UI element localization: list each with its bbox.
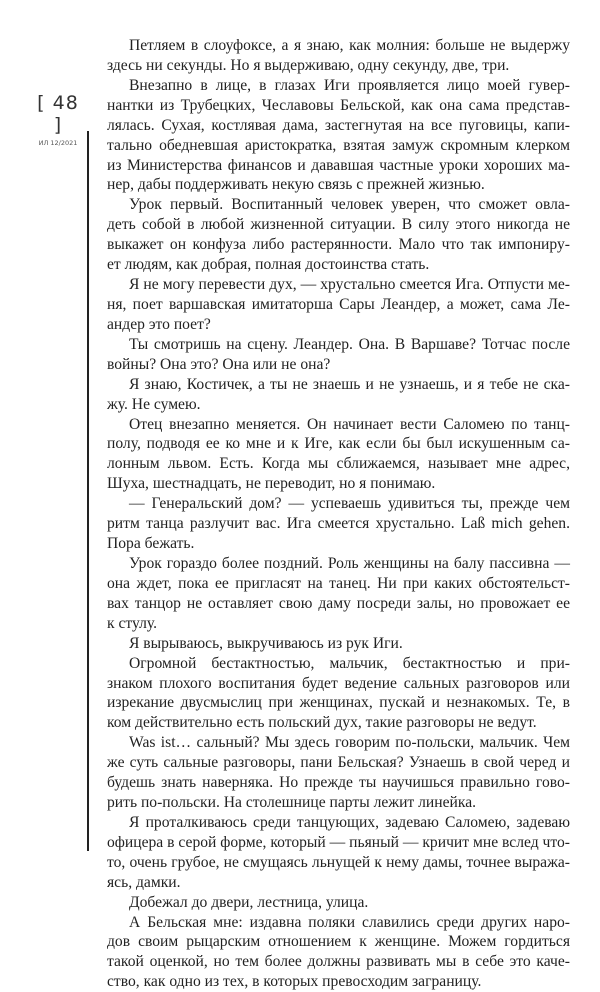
paragraph bbox=[107, 654, 570, 734]
paragraph bbox=[107, 415, 570, 495]
paragraph bbox=[107, 554, 570, 634]
text-line: Отец внезапно меняется. Он начинает вести Саломею по танц- bbox=[129, 415, 570, 433]
text-line: Я проталкиваюсь среди танцующих, задеваю Саломею, задеваю bbox=[129, 813, 570, 831]
text-line: Я знаю, Костичек, а ты не знаешь и не узнаешь, и я тебе не ска- bbox=[129, 375, 570, 393]
text-line: Урок гораздо более поздний. Роль женщины на балу пассивна — bbox=[129, 554, 570, 572]
text-line: же суть сальные разговоры, пани Бельская? Узнаешь в свой черед и bbox=[107, 754, 570, 772]
paragraph bbox=[107, 375, 570, 415]
text-line: то, очень грубое, не смущаясь льнущей к нему дамы, точнее выража- bbox=[107, 853, 570, 871]
text-line: изрекание двусмыслиц при женщинах, пускай и незнакомых. Те, в bbox=[107, 694, 570, 712]
text-line: Огромной бестактностью, мальчик, бестактностью и при- bbox=[129, 654, 570, 672]
paragraph bbox=[107, 36, 570, 76]
body-text bbox=[107, 36, 570, 992]
page-number: [ 48 ] bbox=[37, 92, 79, 136]
paragraph bbox=[107, 76, 570, 196]
text-line: нантки из Трубецких, Чеславовы Бельской, как она сама представ- bbox=[107, 96, 570, 114]
text-line: здесь ни секунды. Но я выдерживаю, одну секунду, две, три. bbox=[107, 56, 510, 74]
text-line: Пора бежать. bbox=[107, 535, 195, 553]
paragraph bbox=[107, 494, 570, 554]
text-line: жу. Не сумею. bbox=[107, 395, 201, 413]
text-line: к стулу. bbox=[107, 614, 158, 632]
text-line: войны? Она это? Она или не она? bbox=[107, 355, 331, 373]
paragraph bbox=[107, 195, 570, 275]
text-line: тально обедневшая аристократка, взятая замуж скромным клерком bbox=[107, 136, 570, 154]
text-line: Я не могу перевести дух, — хрустально смеется Ига. Отпусти ме- bbox=[129, 276, 570, 294]
paragraph bbox=[107, 913, 570, 992]
text-line: ня, поет варшавская имитаторша Сары Леандер, а может, сама Ле- bbox=[107, 295, 570, 313]
text-line: ет людям, как добрая, полная достоинства стать. bbox=[107, 256, 430, 274]
text-line: офицера в серой форме, который — пьяный — кричит мне вслед что- bbox=[107, 833, 570, 851]
text-line: дов своим рыцарским отношением к женщине. Можем гордиться bbox=[107, 933, 570, 951]
text-line: ство, как одно из тех, в которых превосходим заграницу. bbox=[107, 973, 482, 991]
paragraph bbox=[107, 733, 570, 813]
text-line: вах танцор не оставляет свою даму посреди залы, но провожает ее bbox=[107, 594, 570, 612]
text-line: знаком плохого воспитания будет ведение сальных разговоров или bbox=[107, 674, 570, 692]
text-line: полу, подводя ее ко мне и к Иге, как если бы был искушенным са- bbox=[107, 435, 570, 453]
text-line: — Генеральский дом? — успеваешь удивиться ты, прежде чем bbox=[129, 495, 570, 513]
text-line: Шуха, шестнадцать, не переводит, но я понимаю. bbox=[107, 475, 436, 493]
journal-issue: ИЛ 12/2021 bbox=[38, 139, 78, 147]
text-line: Was ist… сальный? Мы здесь говорим по-польски, мальчик. Чем bbox=[129, 734, 570, 752]
text-line: Урок первый. Воспитанный человек уверен, что сможет овла- bbox=[129, 196, 570, 214]
text-line: выкажет он конфуза либо растерянности. Мало что так импониру- bbox=[107, 236, 570, 254]
text-line: будешь знать наверняка. Но прежде ты научишься правильно гово- bbox=[107, 774, 570, 792]
text-line: ком действительно есть польский дух, такие разговоры не ведут. bbox=[107, 714, 537, 732]
text-line: такой оценкой, но тем более должны развивать мы в себе это каче- bbox=[107, 953, 570, 971]
page-folio bbox=[30, 92, 86, 147]
text-line: Добежал до двери, лестница, улица. bbox=[129, 893, 369, 911]
text-line: лялась. Сухая, костлявая дама, застегнутая на все пуговицы, капи- bbox=[107, 116, 570, 134]
text-line: Петляем в слоуфоксе, а я знаю, как молния: больше не выдержу bbox=[129, 37, 570, 54]
paragraph bbox=[107, 335, 570, 375]
text-line: андер это поет? bbox=[107, 315, 211, 333]
text-line: деть собой в любой жизненной ситуации. В силу этого никогда не bbox=[107, 216, 570, 234]
margin-rule bbox=[87, 131, 89, 851]
text-line: Ты смотришь на сцену. Леандер. Она. В Варшаве? Тотчас после bbox=[129, 335, 570, 353]
text-line: ритм танца разлучит вас. Ига смеется хрустально. Laß mich gehen. bbox=[107, 515, 570, 533]
paragraph bbox=[107, 634, 570, 654]
text-line: А Бельская мне: издавна поляки славились среди других наро- bbox=[129, 913, 570, 931]
text-line: из Министерства финансов и дававшая частные уроки хороших ма- bbox=[107, 156, 570, 174]
text-line: нер, дабы поддерживать некую связь с прежней жизнью. bbox=[107, 176, 485, 194]
text-line: ясь, дамки. bbox=[107, 873, 181, 891]
text-line: лонным львом. Есть. Когда мы сближаемся, называет мне адрес, bbox=[107, 455, 570, 473]
text-line: Внезапно в лице, в глазах Иги проявляется лицо моей гувер- bbox=[129, 76, 570, 94]
text-line: она ждет, пока ее пригласят на танец. Ни при каких обстоятельст- bbox=[107, 574, 570, 592]
paragraph bbox=[107, 813, 570, 893]
text-line: Я вырываюсь, выкручиваюсь из рук Иги. bbox=[129, 634, 403, 652]
text-line: рить по-польски. На столешнице парты лежит линейка. bbox=[107, 794, 477, 812]
paragraph bbox=[107, 275, 570, 335]
